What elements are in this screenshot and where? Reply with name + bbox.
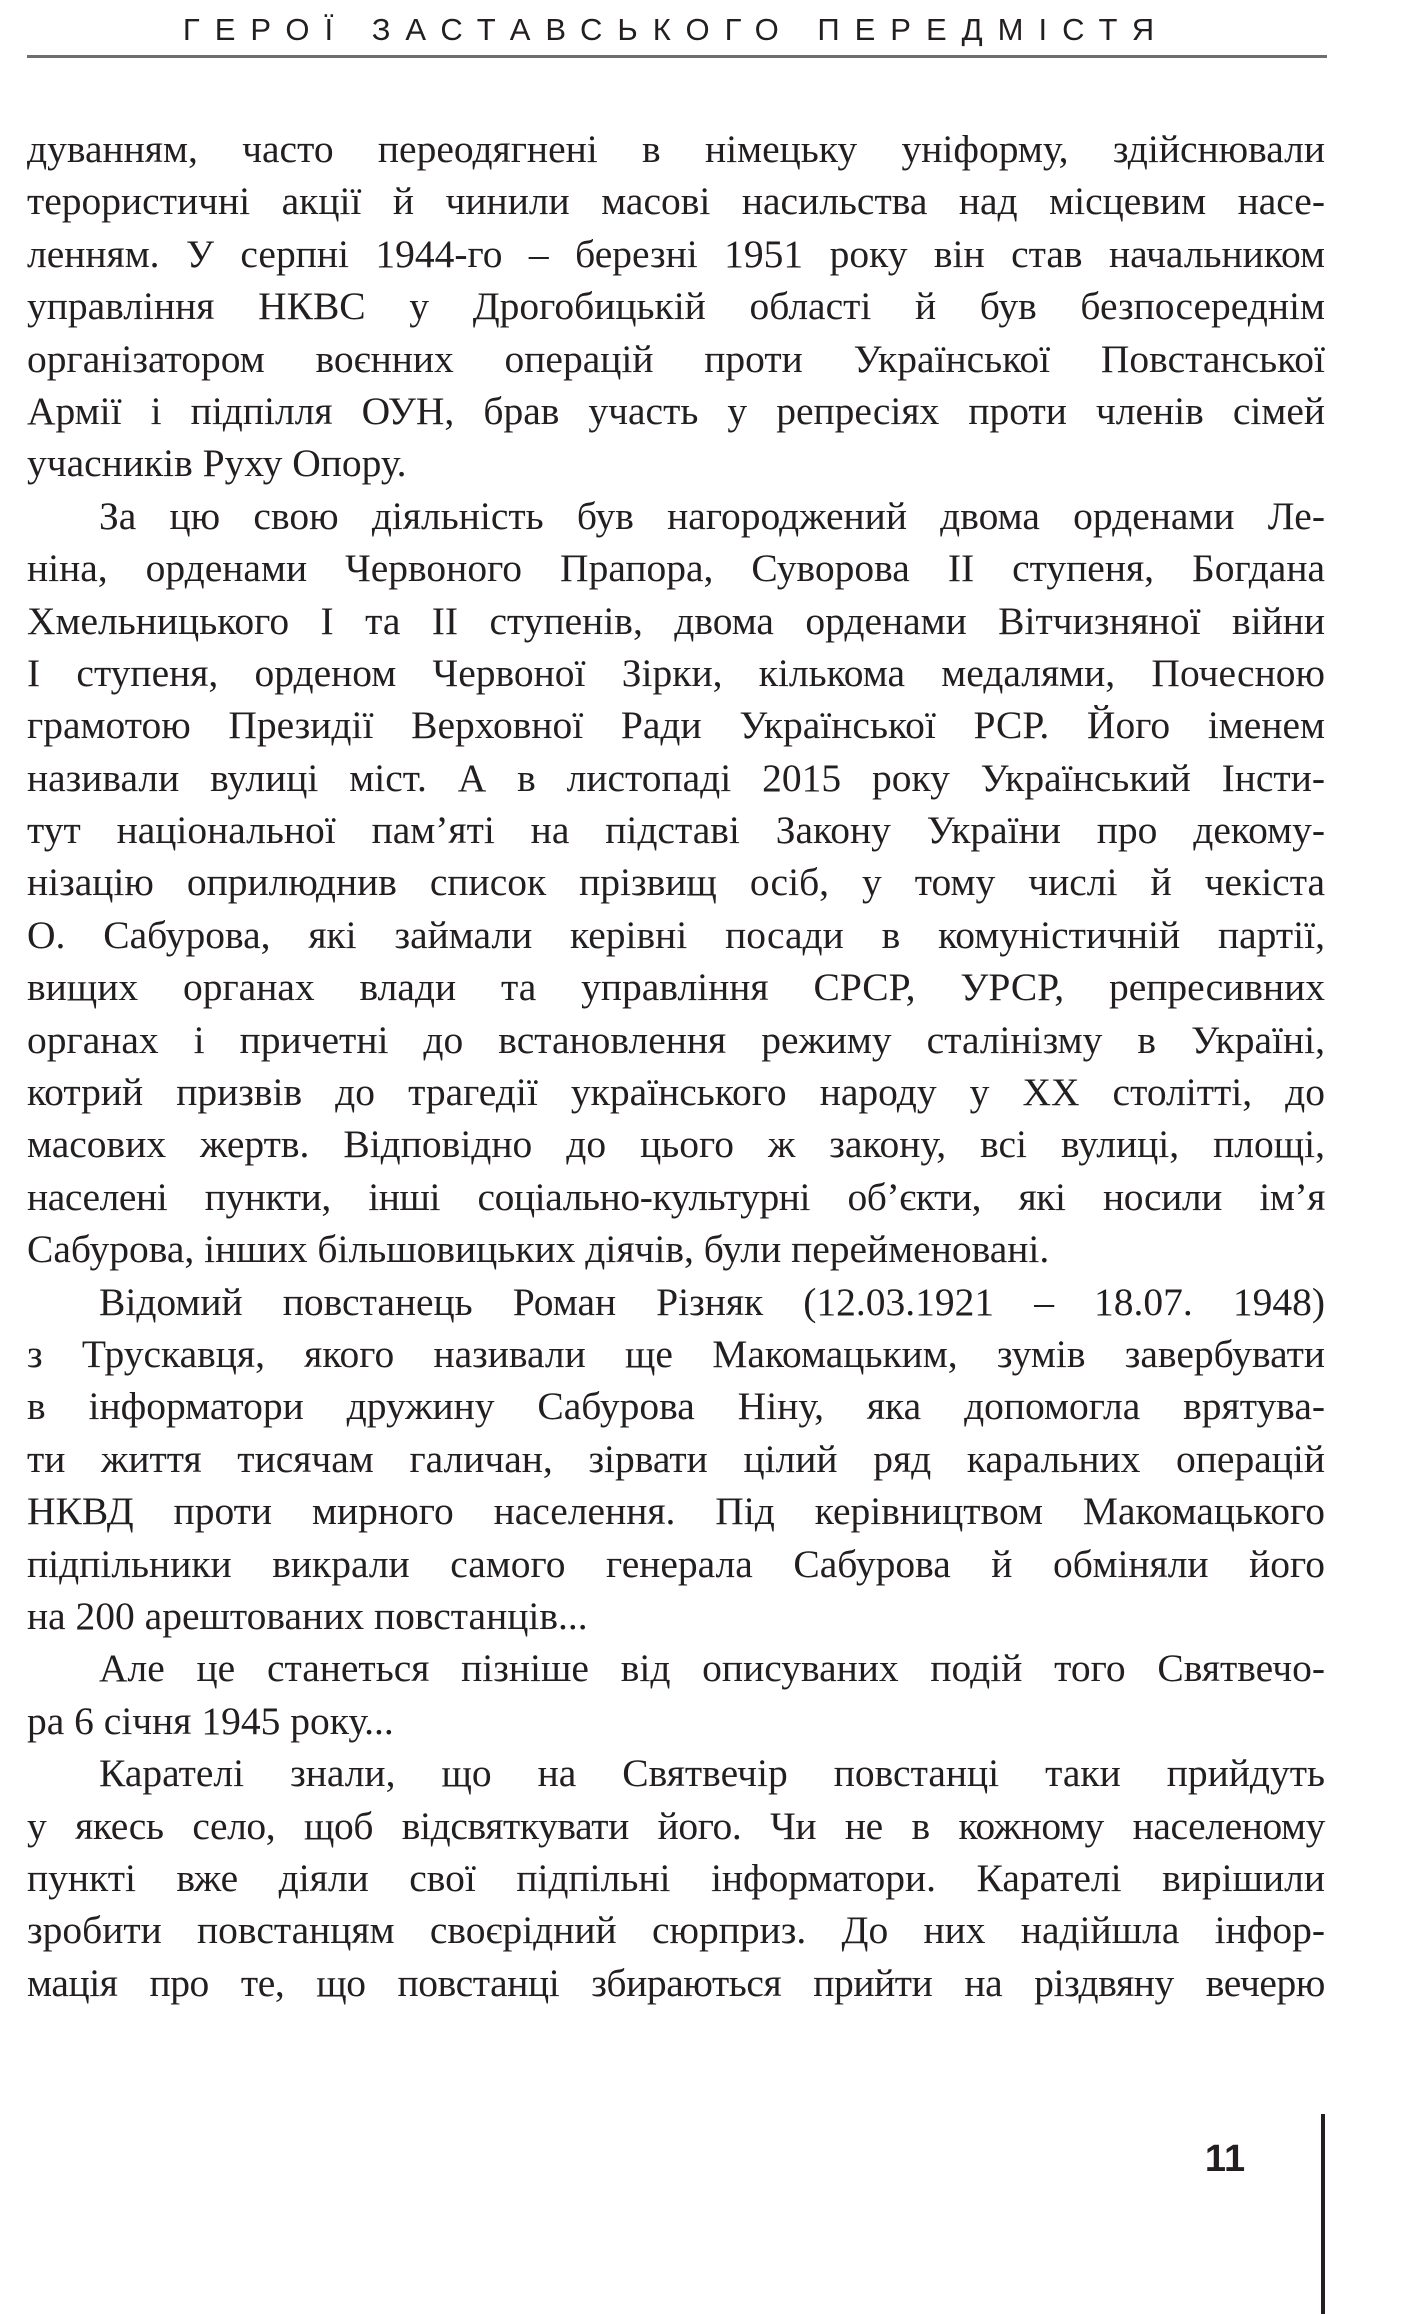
paragraph-start: За цю свою діяльність був нагороджений двома орденами Ле- — [99, 493, 1325, 538]
text-line: населені пункти, інші соціально-культурні об’єкти, які носили ім’я — [27, 1174, 1325, 1219]
text-line: органах і причетні до встановлення режиму сталінізму в Україні, — [27, 1017, 1325, 1062]
text-line: називали вулиці міст. А в листопаді 2015 року Український Інсти- — [27, 755, 1325, 800]
text-line: тут національної пам’яті на підставі Закону України про декому- — [27, 808, 1325, 853]
page-number: 11 — [1204, 2138, 1246, 2180]
text-line: пункті вже діяли свої підпільні інформатори. Карателі вирішили — [27, 1855, 1325, 1900]
text-line: управління НКВС у Дрогобицькій області й був безпосереднім — [27, 284, 1325, 329]
body-text — [27, 123, 1325, 2009]
text-line: НКВД проти мирного населення. Під керівництвом Макомацького — [27, 1489, 1325, 1534]
text-line: з Трускавця, якого називали ще Макомацьким, зумів завербувати — [27, 1331, 1325, 1376]
text-line: на 200 арештованих повстанців... — [27, 1593, 588, 1638]
text-line: в інформатори дружину Сабурова Ніну, яка допомогла врятува- — [27, 1384, 1325, 1429]
text-line: ніна, орденами Червоного Прапора, Суворова ІІ ступеня, Богдана — [27, 546, 1325, 591]
text-line: нізацію оприлюднив список прізвищ осіб, у тому числі й чекіста — [27, 860, 1325, 905]
text-line: мація про те, що повстанці збираються прийти на різдвяну вечерю — [27, 1960, 1325, 2005]
margin-rule — [1321, 2114, 1325, 2314]
text-line: дуванням, часто переодягнені в німецьку уніформу, здійснювали — [27, 127, 1325, 171]
text-line: ленням. У серпні 1944-го – березні 1951 року він став начальником — [27, 231, 1325, 276]
text-line: організатором воєнних операцій проти Української Повстанської — [27, 336, 1325, 381]
text-line: О. Сабурова, які займали керівні посади в комуністичній партії, — [27, 912, 1325, 957]
text-line: зробити повстанцям своєрідний сюрприз. До них надійшла інфор- — [27, 1908, 1325, 1953]
text-line: Хмельницького І та ІІ ступенів, двома орденами Вітчизняної війни — [27, 598, 1325, 643]
paragraph-start: Відомий повстанець Роман Різняк (12.03.1921 – 18.07. 1948) — [99, 1279, 1325, 1324]
running-head: ГЕРОЇ ЗАСТАВСЬКОГО ПЕРЕДМІСТЯ — [182, 12, 1170, 47]
header-rule — [27, 55, 1327, 58]
text-line: у якесь село, щоб відсвяткувати його. Чи не в кожному населеному — [27, 1803, 1325, 1848]
text-line: підпільники викрали самого генерала Сабурова й обміняли його — [27, 1541, 1325, 1586]
text-line: учасників Руху Опору. — [27, 441, 407, 486]
text-line: І ступеня, орденом Червоної Зірки, кількома медалями, Почесною — [27, 650, 1325, 695]
text-line: Армії і підпілля ОУН, брав участь у репресіях проти членів сімей — [27, 388, 1325, 433]
text-line: масових жертв. Відповідно до цього ж закону, всі вулиці, площі, — [27, 1122, 1325, 1167]
text-line: грамотою Президії Верховної Ради Української РСР. Його іменем — [27, 703, 1325, 748]
text-line: терористичні акції й чинили масові насильства над місцевим насе- — [27, 179, 1325, 224]
paragraph-start: Карателі знали, що на Святвечір повстанці таки прийдуть — [99, 1751, 1325, 1796]
text-line: ра 6 січня 1945 року... — [27, 1698, 394, 1743]
text-line: Сабурова, інших більшовицьких діячів, були перейменовані. — [27, 1227, 1050, 1272]
text-line: ти життя тисячам галичан, зірвати цілий ряд каральних операцій — [27, 1436, 1325, 1481]
text-line: котрий призвів до трагедії українського народу у ХХ столітті, до — [27, 1070, 1325, 1115]
paragraph-start: Але це станеться пізніше від описуваних подій того Святвечо- — [99, 1646, 1325, 1691]
text-line: вищих органах влади та управління СРСР, УРСР, репресивних — [27, 965, 1325, 1010]
